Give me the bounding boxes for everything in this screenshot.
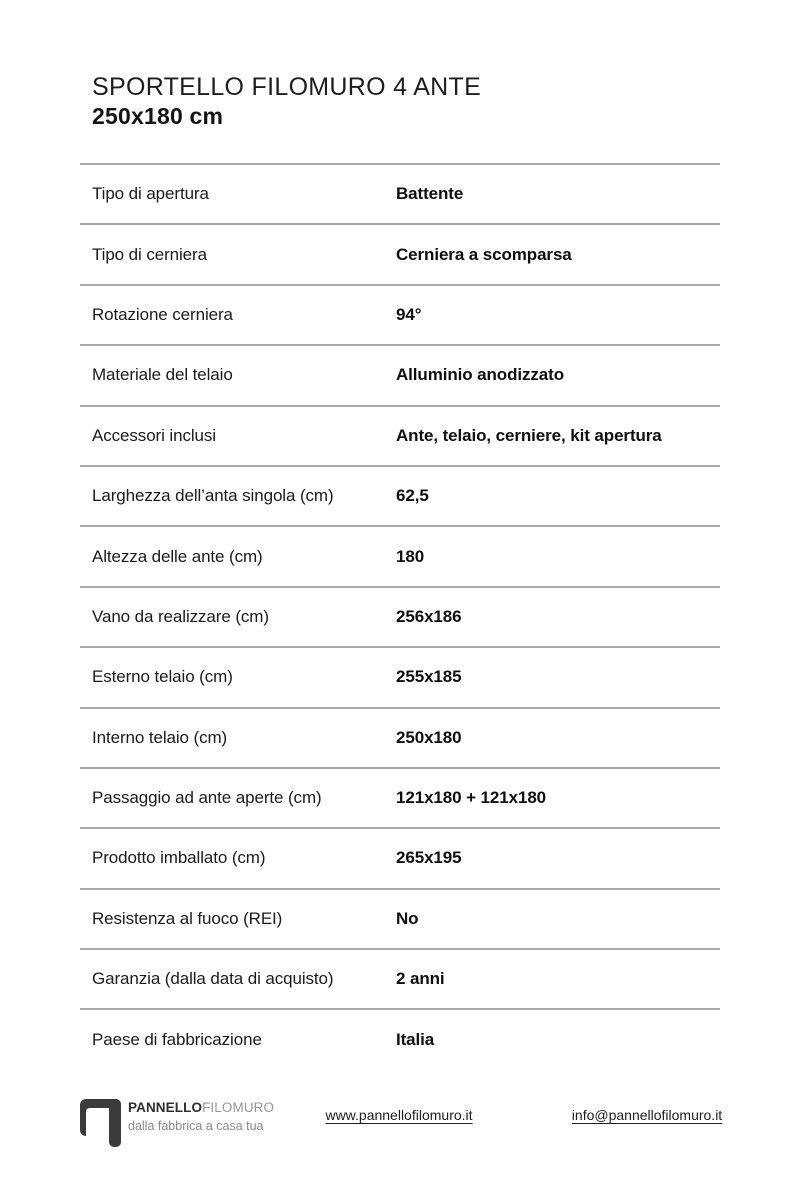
spec-label: Vano da realizzare (cm): [92, 606, 269, 626]
spec-row: [80, 525, 720, 585]
spec-label: Passaggio ad ante aperte (cm): [92, 788, 322, 808]
spec-row: [80, 827, 720, 887]
website-link[interactable]: www.pannellofilomuro.it: [325, 1107, 473, 1123]
spec-label: Esterno telaio (cm): [92, 667, 233, 687]
door-logo-icon: [80, 1099, 121, 1147]
spec-value: 2 anni: [396, 969, 445, 989]
brand-name-light: FILOMURO: [202, 1100, 275, 1115]
spec-value: 265x195: [396, 848, 462, 868]
product-size: 250x180 cm: [92, 103, 224, 129]
spec-row: [80, 465, 720, 525]
spec-row: [80, 586, 720, 646]
brand-name-bold: PANNELLO: [128, 1100, 203, 1115]
spec-label: Larghezza dell’anta singola (cm): [92, 486, 334, 506]
spec-label: Interno telaio (cm): [92, 727, 228, 747]
spec-row: [80, 344, 720, 404]
spec-row: [80, 163, 720, 223]
spec-label: Rotazione cerniera: [92, 304, 233, 324]
product-name: SPORTELLO FILOMURO 4 ANTE: [92, 73, 482, 101]
spec-label: Tipo di cerniera: [92, 244, 207, 264]
spec-value: Alluminio anodizzato: [396, 365, 564, 385]
spec-value: Italia: [396, 1029, 435, 1049]
spec-row: [80, 767, 720, 827]
spec-label: Accessori inclusi: [92, 425, 216, 445]
spec-value: 256x186: [396, 606, 462, 626]
brand-tagline: dalla fabbrica a casa tua: [128, 1119, 264, 1133]
spec-label: Garanzia (dalla data di acquisto): [92, 969, 334, 989]
spec-value: Cerniera a scomparsa: [396, 244, 572, 264]
spec-row: [80, 948, 720, 1008]
spec-value: Battente: [396, 184, 464, 204]
spec-value: 121x180 + 121x180: [396, 788, 547, 808]
spec-value: 180: [396, 546, 425, 566]
spec-row: [80, 284, 720, 344]
spec-row: [80, 707, 720, 767]
spec-label: Paese di fabbricazione: [92, 1029, 262, 1049]
spec-row: [80, 1008, 720, 1068]
spec-label: Tipo di apertura: [92, 184, 209, 204]
spec-value: 94°: [396, 304, 422, 324]
spec-value: 250x180: [396, 727, 462, 747]
spec-value: Ante, telaio, cerniere, kit apertura: [396, 425, 662, 445]
spec-row: [80, 223, 720, 283]
spec-row: [80, 646, 720, 706]
brand-name: [128, 1100, 274, 1115]
page-title: [92, 72, 481, 130]
spec-row: [80, 405, 720, 465]
spec-row: [80, 888, 720, 948]
spec-value: No: [396, 908, 419, 928]
spec-label: Materiale del telaio: [92, 365, 233, 385]
spec-value: 62,5: [396, 486, 429, 506]
spec-label: Altezza delle ante (cm): [92, 546, 263, 566]
spec-table: [80, 163, 720, 1069]
spec-label: Resistenza al fuoco (REI): [92, 908, 283, 928]
spec-label: Prodotto imballato (cm): [92, 848, 266, 868]
spec-value: 255x185: [396, 667, 462, 687]
email-link[interactable]: info@pannellofilomuro.it: [571, 1107, 723, 1123]
